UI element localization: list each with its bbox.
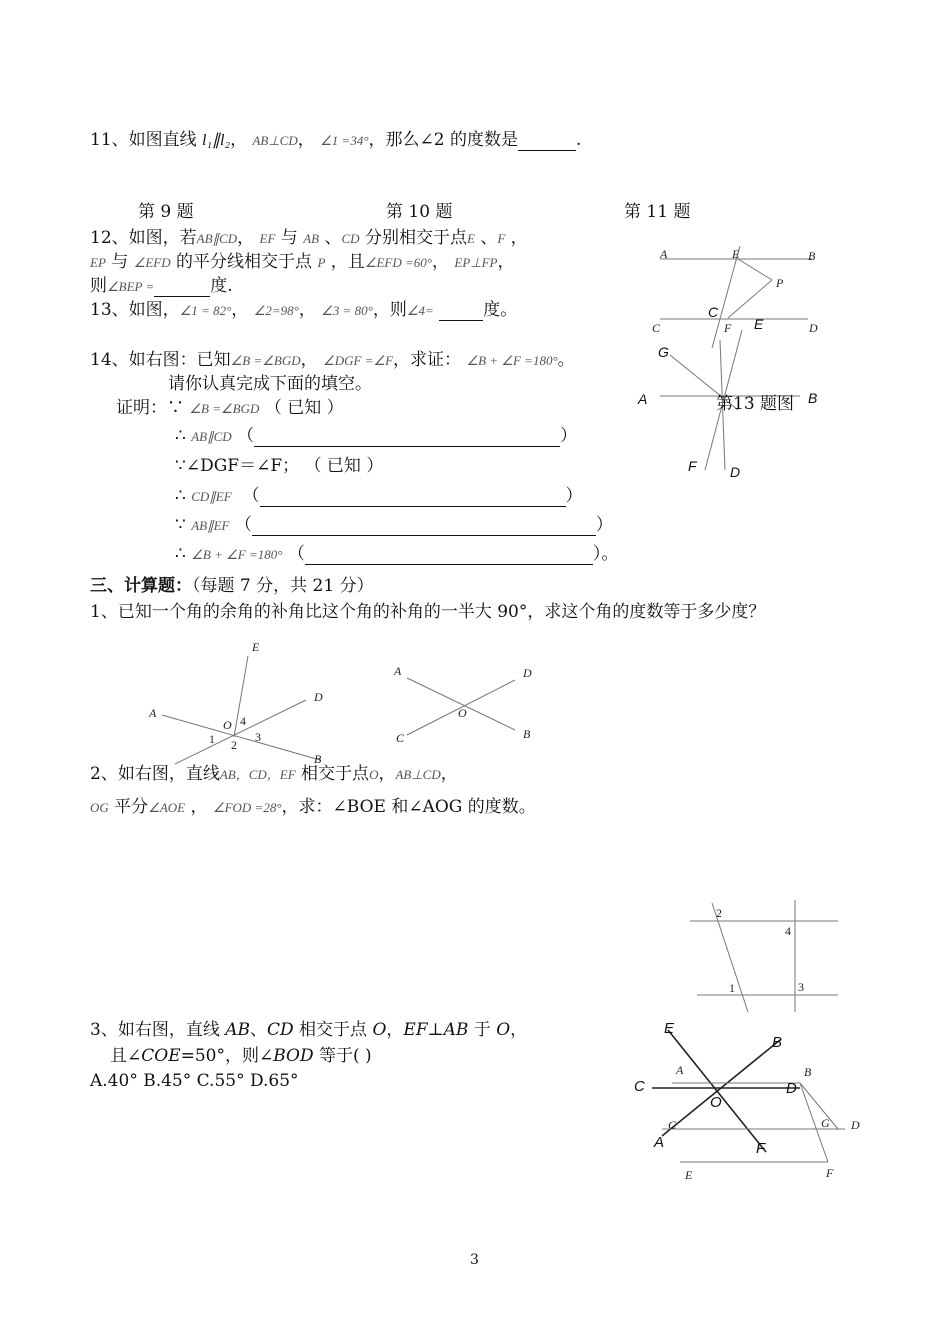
label: B: [804, 1065, 812, 1079]
caption-q9: 第 9 题: [138, 202, 194, 222]
q11-fp: [728, 280, 772, 318]
label: D: [809, 321, 818, 335]
label: B: [808, 390, 818, 406]
label: E: [754, 316, 764, 332]
q14-line: 14、如右图：已知∠B =∠BGD， ∠DGF =∠F，求证： ∠B + ∠F =180°。: [90, 350, 575, 370]
q14-instruction: 请你认真完成下面的填空。: [168, 374, 372, 394]
q14-line-bg: [800, 1083, 838, 1129]
calc-q1: 1、已知一个角的余角的补角比这个角的补角的一半大 90°，求这个角的度数等于多少度？: [90, 602, 766, 622]
label: F: [724, 321, 732, 335]
label: 3: [798, 980, 804, 994]
label: B: [523, 727, 531, 741]
label: C: [668, 1118, 677, 1132]
label: C: [634, 1078, 645, 1095]
label: C: [708, 304, 719, 320]
section3-heading: 三、计算题：（每题 7 分，共 21 分）: [90, 576, 374, 596]
label: D: [730, 464, 741, 480]
label: A: [676, 1063, 684, 1077]
label: D: [851, 1118, 860, 1132]
label: O: [458, 706, 467, 720]
label: 1: [729, 981, 735, 995]
caption-q10: 第 10 题: [386, 202, 453, 222]
label: D: [314, 690, 323, 704]
q13-figure-caption: 第13 题图: [716, 394, 795, 414]
label: E: [685, 1168, 693, 1182]
label: G: [658, 344, 669, 360]
q11-line: 11、如图直线 l₁∥l₂， AB⊥CD， ∠1 =34°，那么∠2 的度数是 .: [90, 130, 582, 150]
proof-step-6: ∴ ∠B + ∠F =180° （ ）。: [175, 544, 619, 564]
proof-step-5: ∵ AB∥EF （ ）: [175, 515, 613, 535]
page-number: 3: [470, 1252, 479, 1268]
proof-step-2: ∴ AB∥CD （ ）: [175, 426, 578, 446]
label: C: [396, 731, 405, 745]
label: A: [660, 247, 668, 261]
label: 4: [785, 924, 791, 938]
fig1-line-cd: [175, 700, 306, 764]
label: O: [223, 718, 232, 732]
label: 2: [231, 738, 237, 752]
calc-q3-options: A.40° B.45° C.55° D.65°: [90, 1071, 299, 1091]
label: G: [821, 1116, 830, 1130]
label: A: [394, 664, 402, 678]
label: A: [638, 391, 648, 407]
label: D: [523, 666, 532, 680]
calc-q3-line1: 3、如右图，直线 AB、CD 相交于点 O，EF⊥AB 于 O，: [90, 1020, 528, 1040]
label: B: [808, 249, 816, 263]
calc-q3-line2: 且∠COE=50°，则∠BOD 等于( ): [110, 1046, 372, 1066]
proof-step-4: ∴ CD∥EF （ ）: [175, 486, 583, 506]
label: F: [688, 458, 697, 474]
label: E: [664, 1020, 675, 1037]
q13-line: 13、如图，∠1 = 82°， ∠2=98°， ∠3 = 80°，则∠4= 度。: [90, 300, 518, 320]
label: B: [772, 1034, 783, 1051]
label: B: [314, 752, 322, 766]
proof-step-3: ∵∠DGF＝∠F； （ 已知 ）: [175, 456, 384, 476]
label: E: [252, 640, 260, 654]
label: F: [756, 1140, 766, 1157]
caption-q11: 第 11 题: [624, 202, 691, 222]
label: A: [149, 706, 157, 720]
label: O: [710, 1094, 722, 1111]
calc-q2-line2: OG 平分∠AOE ， ∠FOD =28°，求：∠BOE 和∠AOG 的度数。: [90, 797, 536, 817]
q12-line3: 则∠BEP = 度.: [90, 276, 233, 296]
label: C: [652, 321, 661, 335]
label: A: [654, 1134, 665, 1151]
label: P: [776, 276, 784, 290]
label: 1: [209, 732, 215, 746]
q11-ep: [738, 259, 772, 280]
label: 4: [240, 714, 246, 728]
label: F: [826, 1166, 834, 1180]
label: 2: [716, 906, 722, 920]
proof-step-1: 证明：∵ ∠B =∠BGD （ 已知 ）: [116, 398, 344, 418]
calc-q2-line1: 2、如右图，直线AB，CD，EF 相交于点O，AB⊥CD，: [90, 764, 458, 784]
label: 3: [255, 730, 261, 744]
fig2-line-ab: [407, 678, 515, 730]
label: E: [732, 247, 740, 261]
q12-line2: EP 与 ∠EFD 的平分线相交于点 P ，且∠EFD =60°， EP⊥FP，: [90, 252, 515, 272]
q12-line1: 12、如图，若AB∥CD， EF 与 AB 、CD 分别相交于点E 、F ，: [90, 228, 528, 248]
label: D: [786, 1080, 797, 1097]
